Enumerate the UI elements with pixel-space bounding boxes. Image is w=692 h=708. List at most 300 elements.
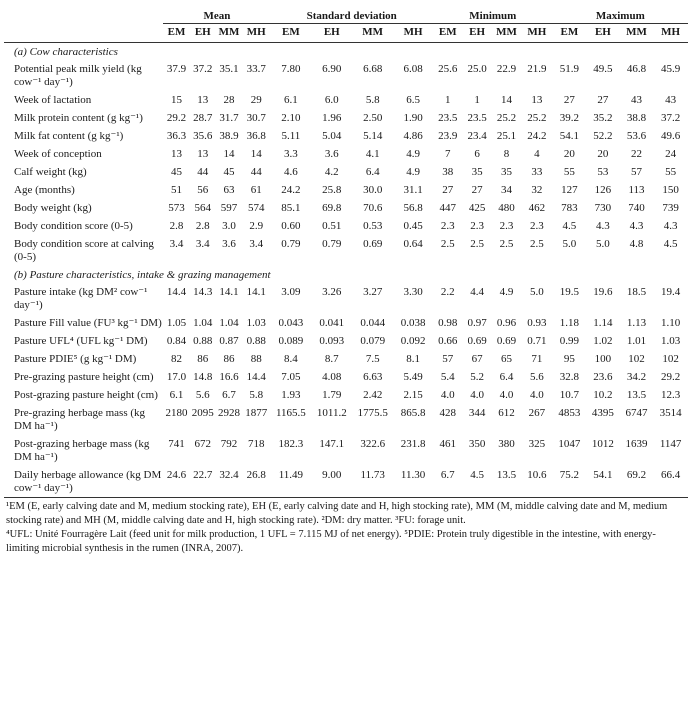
table-cell: 3.0 (222, 220, 236, 232)
table-cell: 44 (250, 166, 262, 178)
table-cell: 0.69 (467, 335, 487, 347)
table-cell: 4.9 (499, 286, 514, 298)
table-cell: 4.86 (403, 130, 423, 142)
table-cell: 1047 (558, 438, 581, 450)
table-cell: 45 (171, 166, 183, 178)
table-cell: 5.2 (470, 371, 484, 383)
table-cell: 67 (471, 353, 483, 365)
table-cell: 564 (194, 202, 212, 214)
table-cell: 0.69 (363, 238, 383, 250)
table-cell: 0.66 (438, 335, 458, 347)
table-cell: 231.8 (400, 438, 426, 450)
table-cell: 0.79 (322, 238, 342, 250)
table-cell: 0.69 (496, 335, 517, 347)
subheader-eh: EH (594, 26, 611, 38)
table-cell: 95 (563, 353, 575, 365)
table-cell: 14.1 (246, 286, 266, 298)
group-header-row (4, 0, 688, 24)
table-cell: 5.04 (322, 130, 342, 142)
subheader-mh: MH (403, 26, 423, 38)
table-row (4, 386, 688, 404)
row-label: Pre-grazing pasture height (cm) (14, 371, 154, 383)
table-cell: 0.84 (166, 335, 187, 347)
table-cell: 1639 (625, 438, 648, 450)
table-cell: 1.03 (246, 317, 266, 329)
table-cell: 2.3 (529, 220, 544, 232)
table-cell: 18.5 (626, 286, 647, 298)
table-cell: 574 (248, 202, 265, 214)
group-sd-header: Standard deviation (270, 0, 433, 24)
table-cell: 4.0 (499, 389, 514, 401)
table-body (4, 43, 688, 498)
table-cell: 13 (171, 148, 183, 160)
table-cell: 25.6 (438, 63, 458, 75)
table-cell: 28.7 (193, 112, 213, 124)
table-cell: 22.7 (193, 469, 213, 481)
table-cell: 2.8 (195, 220, 210, 232)
table-cell: 4.5 (663, 238, 678, 250)
table-cell: 17.0 (166, 371, 187, 383)
table-cell: 53.6 (626, 130, 647, 142)
subheader-em: EM (560, 26, 579, 38)
table-cell: 325 (528, 438, 546, 450)
table-cell: 182.3 (278, 438, 304, 450)
table-cell: 2095 (191, 407, 214, 419)
table-cell: 6.4 (365, 166, 380, 178)
table-cell: 75.2 (559, 469, 579, 481)
table-cell: 4.5 (470, 469, 484, 481)
table-cell: 2.5 (470, 238, 484, 250)
table-cell: 1011.2 (316, 407, 347, 419)
table-cell: 0.45 (403, 220, 423, 232)
table-cell: 14.8 (193, 371, 213, 383)
table-cell: 57 (630, 166, 642, 178)
table-cell: 27 (471, 184, 483, 196)
table-cell: 86 (197, 353, 209, 365)
table-cell: 4.9 (406, 148, 420, 160)
row-label: Milk protein content (g kg⁻¹) (14, 112, 143, 124)
table-cell: 14.4 (246, 371, 266, 383)
table-cell: 30.0 (363, 184, 383, 196)
table-cell: 35 (471, 166, 483, 178)
table-cell: 44 (197, 166, 209, 178)
table-cell: 2.10 (281, 112, 301, 124)
table-cell: 52.2 (593, 130, 613, 142)
table-cell: 25.8 (322, 184, 342, 196)
table-cell: 1.93 (281, 389, 301, 401)
table-cell: 54.1 (559, 130, 579, 142)
table-cell: 462 (528, 202, 546, 214)
table-cell: 344 (468, 407, 486, 419)
table-cell: 0.044 (360, 317, 386, 329)
table-cell: 82 (171, 353, 183, 365)
table-cell: 13 (531, 94, 543, 106)
table-cell: 102 (628, 353, 645, 365)
group-mean-header: Mean (163, 0, 270, 24)
table-row (4, 350, 688, 368)
subheader-eh: EH (194, 26, 211, 38)
table-cell: 0.97 (467, 317, 487, 329)
table-cell: 2.9 (249, 220, 264, 232)
table-cell: 4.4 (470, 286, 484, 298)
table-cell: 2928 (217, 407, 240, 419)
table-cell: 6.7 (440, 469, 455, 481)
table-cell: 4.5 (562, 220, 577, 232)
table-cell: 2180 (165, 407, 188, 419)
table-cell: 32.8 (559, 371, 579, 383)
table-cell: 0.98 (438, 317, 458, 329)
table-cell: 85.1 (281, 202, 301, 214)
table-cell: 27 (597, 94, 609, 106)
table-cell: 35.6 (193, 130, 213, 142)
table-cell: 1.13 (626, 317, 647, 329)
table-cell: 34 (500, 184, 512, 196)
table-cell: 2.15 (403, 389, 423, 401)
table-cell: 5.49 (403, 371, 423, 383)
table-row (4, 466, 688, 498)
table-cell: 15 (171, 94, 183, 106)
table-cell: 4 (534, 148, 540, 160)
table-row (4, 235, 688, 266)
table-cell: 1877 (245, 407, 268, 419)
table-cell: 0.089 (278, 335, 304, 347)
table-cell: 38 (442, 166, 454, 178)
table-cell: 16.6 (219, 371, 239, 383)
table-cell: 32 (531, 184, 543, 196)
table-cell: 53 (597, 166, 609, 178)
table-cell: 7.05 (281, 371, 301, 383)
table-cell: 27 (563, 94, 575, 106)
table-cell: 267 (528, 407, 546, 419)
table-cell: 11.49 (278, 469, 304, 481)
row-label: Week of lactation (14, 94, 92, 106)
table-cell: 5.6 (195, 389, 210, 401)
table-cell: 718 (248, 438, 265, 450)
table-cell: 2.5 (529, 238, 544, 250)
table-cell: 5.11 (281, 130, 301, 142)
table-cell: 13.5 (496, 469, 517, 481)
table-cell: 11.30 (400, 469, 426, 481)
table-cell: 461 (439, 438, 456, 450)
table-cell: 1.90 (403, 112, 423, 124)
table-cell: 0.93 (527, 317, 547, 329)
table-cell: 23.4 (467, 130, 487, 142)
table-cell: 0.093 (319, 335, 345, 347)
table-cell: 5.6 (529, 371, 544, 383)
subheader-mm: MM (496, 26, 517, 38)
table-row (4, 368, 688, 386)
table-cell: 37.2 (661, 112, 681, 124)
table-cell: 4395 (591, 407, 614, 419)
table-cell: 739 (662, 202, 679, 214)
table-cell: 2.5 (499, 238, 514, 250)
table-cell: 9.00 (322, 469, 342, 481)
subheader-mh: MH (246, 26, 266, 38)
table-cell: 45 (223, 166, 235, 178)
subheader-em: EM (438, 26, 457, 38)
row-label: Daily herbage allowance (kg DM cow⁻¹ day⁻¹) (14, 469, 162, 494)
table-cell: 2.50 (363, 112, 383, 124)
table-cell: 65 (500, 353, 512, 365)
table-cell: 380 (498, 438, 515, 450)
table-cell: 6.0 (324, 94, 339, 106)
table-cell: 33 (531, 166, 543, 178)
table-cell: 6.7 (222, 389, 236, 401)
table-cell: 8.7 (324, 353, 339, 365)
table-cell: 28 (223, 94, 235, 106)
table-cell: 0.079 (360, 335, 386, 347)
table-cell: 6.68 (363, 63, 383, 75)
table-cell: 1.02 (593, 335, 613, 347)
table-cell: 1.04 (219, 317, 239, 329)
table-cell: 4.0 (440, 389, 455, 401)
footnote-2: ⁴UFL: Unité Fourragère Lait (feed unit for milk production, 1 UFL = 7.115 MJ of net energy). ⁵PDIE: Protein truly digestible in the intestine, with energy-limiting microbial synthesis in the rumen (INRA, 2007). (6, 529, 656, 554)
table-row (4, 332, 688, 350)
row-label: Pasture intake (kg DM² cow⁻¹ day⁻¹) (14, 286, 148, 311)
table-cell: 31.7 (219, 112, 239, 124)
table-cell: 3.27 (363, 286, 383, 298)
table-cell: 25.2 (527, 112, 547, 124)
table-cell: 19.4 (661, 286, 681, 298)
table-cell: 29 (250, 94, 262, 106)
table-cell: 2.8 (169, 220, 184, 232)
table-cell: 6.1 (284, 94, 298, 106)
table-cell: 6.1 (169, 389, 184, 401)
table-cell: 23.5 (438, 112, 458, 124)
table-cell: 4.3 (596, 220, 610, 232)
table-cell: 0.041 (319, 317, 345, 329)
table-cell: 597 (220, 202, 238, 214)
table-cell: 3.4 (169, 238, 184, 250)
table-cell: 35.1 (219, 63, 239, 75)
table-cell: 740 (628, 202, 645, 214)
table-cell: 5.14 (363, 130, 383, 142)
table-row (4, 145, 688, 163)
table-cell: 19.6 (593, 286, 613, 298)
subheader-em: EM (282, 26, 300, 38)
section-b-title: (b) Pasture characteristics, intake & grazing management (14, 269, 271, 281)
table-cell: 26.8 (246, 469, 266, 481)
table-cell: 71 (531, 353, 543, 365)
table-cell: 0.96 (496, 317, 517, 329)
table-cell: 4.3 (663, 220, 678, 232)
table-cell: 1.96 (322, 112, 342, 124)
table-row (4, 127, 688, 145)
table-cell: 1.10 (661, 317, 681, 329)
table-cell: 6.90 (322, 63, 342, 75)
table-cell: 3.6 (222, 238, 236, 250)
table-cell: 24.2 (281, 184, 301, 196)
table-cell: 350 (468, 438, 486, 450)
row-label: Pasture Fill value (FU³ kg⁻¹ DM) (14, 317, 162, 329)
table-cell: 30.7 (246, 112, 266, 124)
table-cell: 5.8 (249, 389, 264, 401)
table-cell: 7.5 (365, 353, 380, 365)
table-cell: 14 (250, 148, 262, 160)
footnote-1: ¹EM (E, early calving date and M, medium stocking rate), EH (E, early calving date and H, high stocking rate), MM (M, middle calving date and M, medium stocking rate) and MH (M, middle calving date and H, high stocking rate). ²DM: dry matter. ³FU: forage unit. (6, 501, 668, 526)
table-cell: 4.08 (322, 371, 342, 383)
table-cell: 100 (594, 353, 612, 365)
table-cell: 1.18 (559, 317, 579, 329)
table-cell: 51 (171, 184, 183, 196)
table-cell: 31.1 (403, 184, 423, 196)
table-cell: 113 (628, 184, 645, 196)
table-cell: 865.8 (400, 407, 426, 419)
table-cell: 24 (665, 148, 677, 160)
table-cell: 55 (563, 166, 575, 178)
table-cell: 428 (439, 407, 456, 419)
table-cell: 1165.5 (275, 407, 306, 419)
table-cell: 21.9 (527, 63, 547, 75)
table-cell: 6.5 (406, 94, 420, 106)
row-label: Pasture UFL⁴ (UFL kg⁻¹ DM) (14, 335, 148, 347)
table-cell: 14.4 (166, 286, 187, 298)
table-cell: 322.6 (360, 438, 386, 450)
subheader-mm: MM (362, 26, 384, 38)
table-cell: 43 (630, 94, 642, 106)
table-cell: 0.87 (219, 335, 239, 347)
table-cell: 4.9 (406, 166, 420, 178)
table-cell: 425 (468, 202, 486, 214)
table-cell: 447 (439, 202, 456, 214)
row-label: Pasture PDIE⁵ (g kg⁻¹ DM) (14, 353, 137, 365)
table-cell: 25.1 (496, 130, 517, 142)
table-cell: 3.3 (284, 148, 298, 160)
table-cell: 1.03 (661, 335, 681, 347)
table-cell: 12.3 (661, 389, 681, 401)
subheader-em: EM (167, 26, 186, 38)
table-cell: 4.3 (629, 220, 644, 232)
table-cell: 0.64 (403, 238, 423, 250)
table-cell: 1.05 (166, 317, 187, 329)
table-cell: 3.4 (195, 238, 210, 250)
table-cell: 14.1 (219, 286, 239, 298)
table-cell: 24.2 (527, 130, 547, 142)
table-cell: 612 (498, 407, 515, 419)
table-cell: 4.1 (365, 148, 380, 160)
table-cell: 14 (500, 94, 512, 106)
table-cell: 66.4 (661, 469, 681, 481)
table-cell: 2.3 (470, 220, 484, 232)
table-cell: 480 (498, 202, 515, 214)
table-cell: 38.9 (219, 130, 239, 142)
group-min-header: Minimum (433, 0, 553, 24)
table-cell: 3.4 (249, 238, 264, 250)
table-cell: 5.0 (529, 286, 544, 298)
table-cell: 730 (594, 202, 612, 214)
table-cell: 1 (444, 94, 451, 106)
table-cell: 672 (194, 438, 212, 450)
table-cell: 88 (250, 353, 262, 365)
table-cell: 6.63 (363, 371, 383, 383)
table-cell: 573 (168, 202, 185, 214)
statistics-table (4, 0, 688, 498)
table-cell: 0.092 (400, 335, 426, 347)
table-cell: 56.8 (403, 202, 423, 214)
table-cell: 1775.5 (357, 407, 388, 419)
group-max-header: Maximum (553, 0, 688, 24)
table-cell: 8 (503, 148, 510, 160)
table-row (4, 314, 688, 332)
table-cell: 8.4 (284, 353, 298, 365)
subheader-row (4, 24, 688, 43)
table-cell: 22 (630, 148, 642, 160)
table-cell: 127 (561, 184, 578, 196)
table-cell: 2.3 (499, 220, 514, 232)
table-cell: 0.79 (281, 238, 301, 250)
table-cell: 783 (561, 202, 578, 214)
table-cell: 34.2 (626, 371, 647, 383)
subheader-mm: MM (626, 26, 647, 38)
table-cell: 49.6 (661, 130, 681, 142)
table-row (4, 163, 688, 181)
table-row (4, 60, 688, 91)
table-cell: 61 (250, 184, 262, 196)
table-cell: 126 (594, 184, 612, 196)
table-row (4, 404, 688, 435)
section-b-title-row (4, 266, 688, 283)
table-cell: 29.2 (661, 371, 681, 383)
table-cell: 150 (662, 184, 679, 196)
table-cell: 8.1 (406, 353, 420, 365)
statistics-table-figure (4, 0, 688, 556)
table-cell: 13.5 (626, 389, 647, 401)
table-row (4, 435, 688, 466)
row-label: Potential peak milk yield (kg cow⁻¹ day⁻¹) (14, 63, 142, 88)
table-cell: 4853 (558, 407, 581, 419)
row-label: Body condition score (0-5) (14, 220, 133, 232)
section-a-title-row (4, 43, 688, 61)
table-cell: 102 (662, 353, 679, 365)
table-cell: 63 (223, 184, 235, 196)
table-cell: 37.9 (166, 63, 187, 75)
table-cell: 2.42 (363, 389, 383, 401)
section-a-title: (a) Cow characteristics (14, 46, 118, 58)
table-cell: 6.08 (403, 63, 423, 75)
table-cell: 29.2 (166, 112, 187, 124)
table-cell: 7.80 (281, 63, 301, 75)
table-cell: 3.6 (324, 148, 339, 160)
table-cell: 69.2 (626, 469, 647, 481)
table-cell: 1147 (659, 438, 682, 450)
table-row (4, 181, 688, 199)
table-cell: 2.3 (440, 220, 455, 232)
table-cell: 39.2 (559, 112, 579, 124)
table-cell: 10.6 (527, 469, 547, 481)
row-label: Post-grazing pasture height (cm) (14, 389, 158, 401)
table-cell: 4.8 (629, 238, 644, 250)
row-label: Post-grazing herbage mass (kg DM ha⁻¹) (14, 438, 150, 463)
row-label: Age (months) (14, 184, 75, 196)
table-cell: 147.1 (319, 438, 345, 450)
table-row (4, 109, 688, 127)
table-cell: 0.88 (246, 335, 266, 347)
table-cell: 4.0 (529, 389, 544, 401)
table-cell: 45.9 (661, 63, 681, 75)
table-cell: 25.0 (467, 63, 487, 75)
table-cell: 23.9 (438, 130, 458, 142)
table-cell: 1 (474, 94, 480, 106)
row-label: Body weight (kg) (14, 202, 92, 214)
table-cell: 0.71 (527, 335, 547, 347)
table-cell: 35 (500, 166, 512, 178)
subheader-eh: EH (323, 26, 340, 38)
table-cell: 57 (442, 353, 454, 365)
table-cell: 0.60 (281, 220, 301, 232)
table-cell: 6.4 (499, 371, 514, 383)
table-row (4, 217, 688, 235)
table-cell: 4.2 (324, 166, 339, 178)
